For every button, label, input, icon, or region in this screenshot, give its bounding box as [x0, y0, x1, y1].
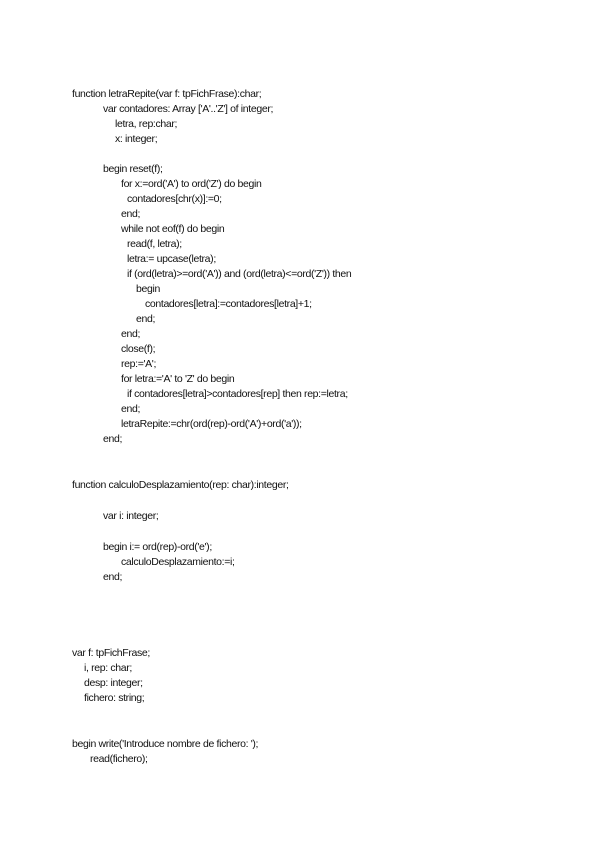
code-line: calculoDesplazamiento:=i; [121, 556, 235, 568]
code-line: for letra:='A' to 'Z' do begin [121, 373, 235, 385]
code-line: for x:=ord('A') to ord('Z') do begin [121, 178, 262, 190]
code-line: letra:= upcase(letra); [127, 253, 216, 265]
code-line: end; [121, 403, 141, 415]
code-line: var f: tpFichFrase; [72, 647, 150, 659]
code-line: desp: integer; [84, 677, 143, 689]
code-line: rep:='A'; [121, 358, 157, 370]
code-line: end; [103, 571, 123, 583]
code-line: begin i:= ord(rep)-ord('e'); [103, 541, 212, 553]
code-line: end; [121, 208, 141, 220]
code-line: contadores[chr(x)]:=0; [127, 193, 222, 205]
code-line: letraRepite:=chr(ord(rep)-ord('A')+ord('a')); [121, 418, 302, 430]
code-line: if (ord(letra)>=ord('A')) and (ord(letra)<=ord('Z')) then [127, 268, 352, 280]
code-line: i, rep: char; [84, 662, 132, 674]
code-line: function letraRepite(var f: tpFichFrase):char; [72, 88, 262, 100]
code-line: contadores[letra]:=contadores[letra]+1; [145, 298, 312, 310]
code-line: while not eof(f) do begin [121, 223, 225, 235]
code-line: letra, rep:char; [115, 118, 178, 130]
code-line: end; [121, 328, 141, 340]
code-line: begin write('Introduce nombre de fichero: '); [72, 738, 259, 750]
code-line: begin reset(f); [103, 163, 163, 175]
code-line: end; [103, 433, 123, 445]
code-line: x: integer; [115, 133, 158, 145]
code-line: end; [136, 313, 156, 325]
code-line: function calculoDesplazamiento(rep: char):integer; [72, 479, 289, 491]
code-line: read(fichero); [90, 753, 148, 765]
code-line: fichero: string; [84, 692, 145, 704]
code-line: begin [136, 283, 160, 295]
code-line: var i: integer; [103, 510, 159, 522]
code-line: read(f, letra); [127, 238, 182, 250]
code-line: if contadores[letra]>contadores[rep] then rep:=letra; [127, 388, 348, 400]
code-line: var contadores: Array ['A'..'Z'] of integer; [103, 103, 274, 115]
code-line: close(f); [121, 343, 156, 355]
